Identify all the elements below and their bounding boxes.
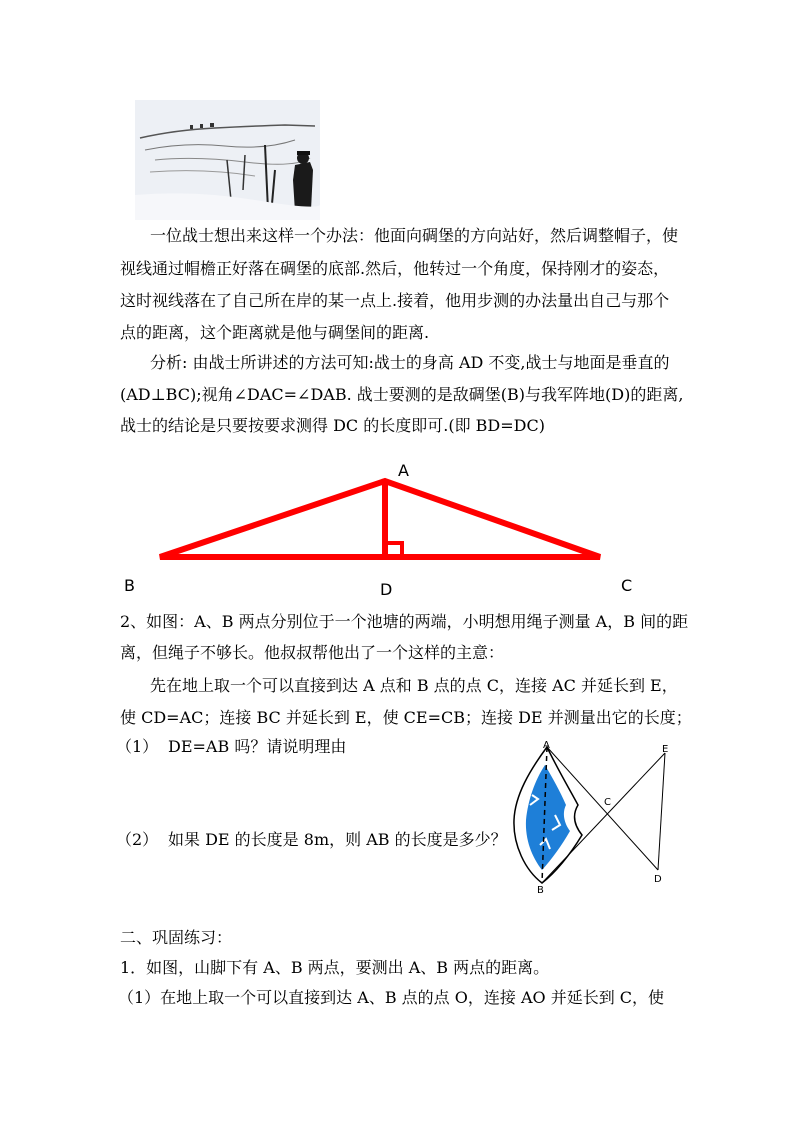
soldier-sketch-image <box>135 100 320 220</box>
fig1-label-c: C <box>621 576 633 595</box>
fig1-label-b: B <box>124 576 135 595</box>
analysis-line3: 战士的结论是只要按要求测得 DC 的长度即可.(即 BD=DC) <box>120 416 545 435</box>
fig2-label-d: D <box>654 874 662 885</box>
fig2-label-a: A <box>543 740 550 751</box>
fig2-label-e: E <box>662 744 669 755</box>
question2-text: 如果 DE 的长度是 8m，则 AB 的长度是多少？ <box>168 830 507 849</box>
segment-de <box>658 753 665 870</box>
problem2-line3: 先在地上取一个可以直接到达 A 点和 B 点的点 C，连接 AC 并延长到 E， <box>150 676 678 695</box>
paragraph1-line2: 视线通过帽檐正好落在碉堡的底部.然后，他转过一个角度，保持刚才的姿态， <box>120 259 670 278</box>
fig1-label-d: D <box>380 580 393 599</box>
problem2-line1: 2、如图：A、B 两点分别位于一个池塘的两端，小明想用绳子测量 A，B 间的距 <box>120 612 689 631</box>
section2-item1: 1．如图，山脚下有 A、B 两点，要测出 A、B 两点的距离。 <box>120 958 550 977</box>
section2-item1-sub1: （1）在地上取一个可以直接到达 A、B 点的点 O，连接 AO 并延长到 C，使 <box>118 988 665 1007</box>
question1-text: DE=AB 吗？请说明理由 <box>168 737 347 756</box>
problem2-line2: 离，但绳子不够长。他叔叔帮他出了一个这样的主意： <box>120 643 505 662</box>
fig1-label-a: A <box>398 461 409 480</box>
analysis-line1: 分析: 由战士所讲述的方法可知:战士的身高 AD 不变,战士与地面是垂直的 <box>150 353 670 372</box>
problem2-line4: 使 CD=AC；连接 BC 并延长到 E，使 CE=CB；连接 DE 并测量出它的长度； <box>120 708 692 727</box>
paragraph1-line3: 这时视线落在了自己所在岸的某一点上.接着，他用步测的办法量出自己与那个 <box>120 291 670 310</box>
fig2-label-b: B <box>537 885 544 896</box>
question1-number: （1） <box>116 737 159 756</box>
question2-number: （2） <box>116 830 159 849</box>
paragraph1-line1: 一位战士想出来这样一个办法：他面向碉堡的方向站好，然后调整帽子，使 <box>150 226 679 245</box>
section2-heading: 二、巩固练习： <box>120 928 233 947</box>
triangle-abc <box>160 481 600 557</box>
analysis-line2: (AD⊥BC);视角∠DAC=∠DAB. 战士要测的是敌碉堡(B)与我军阵地(D)的距离, <box>120 385 684 404</box>
triangle-figure <box>120 455 640 590</box>
fig2-label-c: C <box>604 797 611 808</box>
soldier-sketch-drawing <box>135 100 320 220</box>
paragraph1-line4: 点的距离，这个距离就是他与碉堡间的距离. <box>120 323 430 342</box>
